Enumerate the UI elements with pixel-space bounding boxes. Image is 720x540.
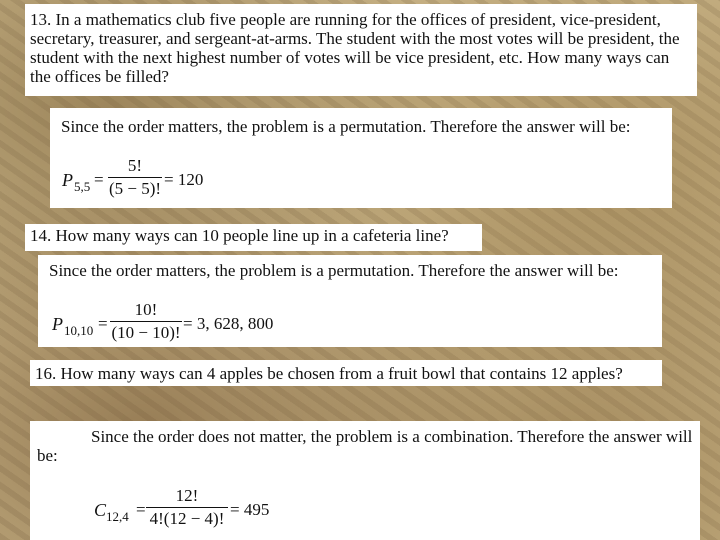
- fraction-denominator: (5 − 5)!: [108, 179, 162, 198]
- fraction: [110, 300, 182, 343]
- question-16-box: [30, 360, 662, 386]
- solution-13-box: [50, 108, 672, 208]
- equals-sign: =: [94, 170, 104, 189]
- fraction: [146, 486, 228, 529]
- result-value: = 495: [230, 500, 270, 519]
- fraction-numerator: 10!: [134, 300, 158, 319]
- solution-16-box: [30, 421, 700, 540]
- equals-sign: =: [98, 314, 108, 333]
- solution-13-text: Since the order matters, the problem is a permutation. Therefore the answer will be:: [61, 117, 631, 136]
- permutation-symbol: P: [62, 170, 73, 190]
- fraction-bar: [146, 507, 228, 508]
- question-14-text: 14. How many ways can 10 people line up in a cafeteria line?: [30, 226, 449, 245]
- fraction-denominator: (10 − 10)!: [111, 323, 181, 342]
- question-14-box: [25, 224, 482, 251]
- permutation-subscript: 5,5: [74, 179, 91, 194]
- fraction-bar: [110, 321, 182, 322]
- permutation-subscript: 10,10: [64, 323, 94, 338]
- solution-14-text: Since the order matters, the problem is a permutation. Therefore the answer will be:: [49, 261, 619, 280]
- question-13-text: 13. In a mathematics club five people are running for the offices of president, vice-president, secretary, treasurer, and sergeant-at-arms. The student with the most votes will be president, the student with the next highest number of votes will be vice president, etc. How many ways can the offices be filled?: [30, 10, 680, 86]
- solution-14-box: [38, 255, 662, 347]
- fraction-denominator: 4!(12 − 4)!: [149, 509, 225, 528]
- permutation-symbol: P: [52, 314, 63, 334]
- question-13-box: [25, 4, 697, 96]
- fraction-numerator: 5!: [127, 156, 143, 175]
- result-value: = 3, 628, 800: [183, 314, 274, 333]
- result-value: = 120: [164, 170, 204, 189]
- fraction-numerator: 12!: [175, 486, 199, 505]
- solution-16-text: Since the order does not matter, the problem is a combination. Therefore the answer will be:: [37, 427, 693, 465]
- fraction: [108, 156, 162, 199]
- combination-subscript: 12,4: [106, 509, 129, 524]
- combination-symbol: C: [94, 500, 107, 520]
- fraction-bar: [108, 177, 162, 178]
- equals-sign: =: [136, 500, 146, 519]
- question-16-text: 16. How many ways can 4 apples be chosen from a fruit bowl that contains 12 apples?: [35, 364, 623, 383]
